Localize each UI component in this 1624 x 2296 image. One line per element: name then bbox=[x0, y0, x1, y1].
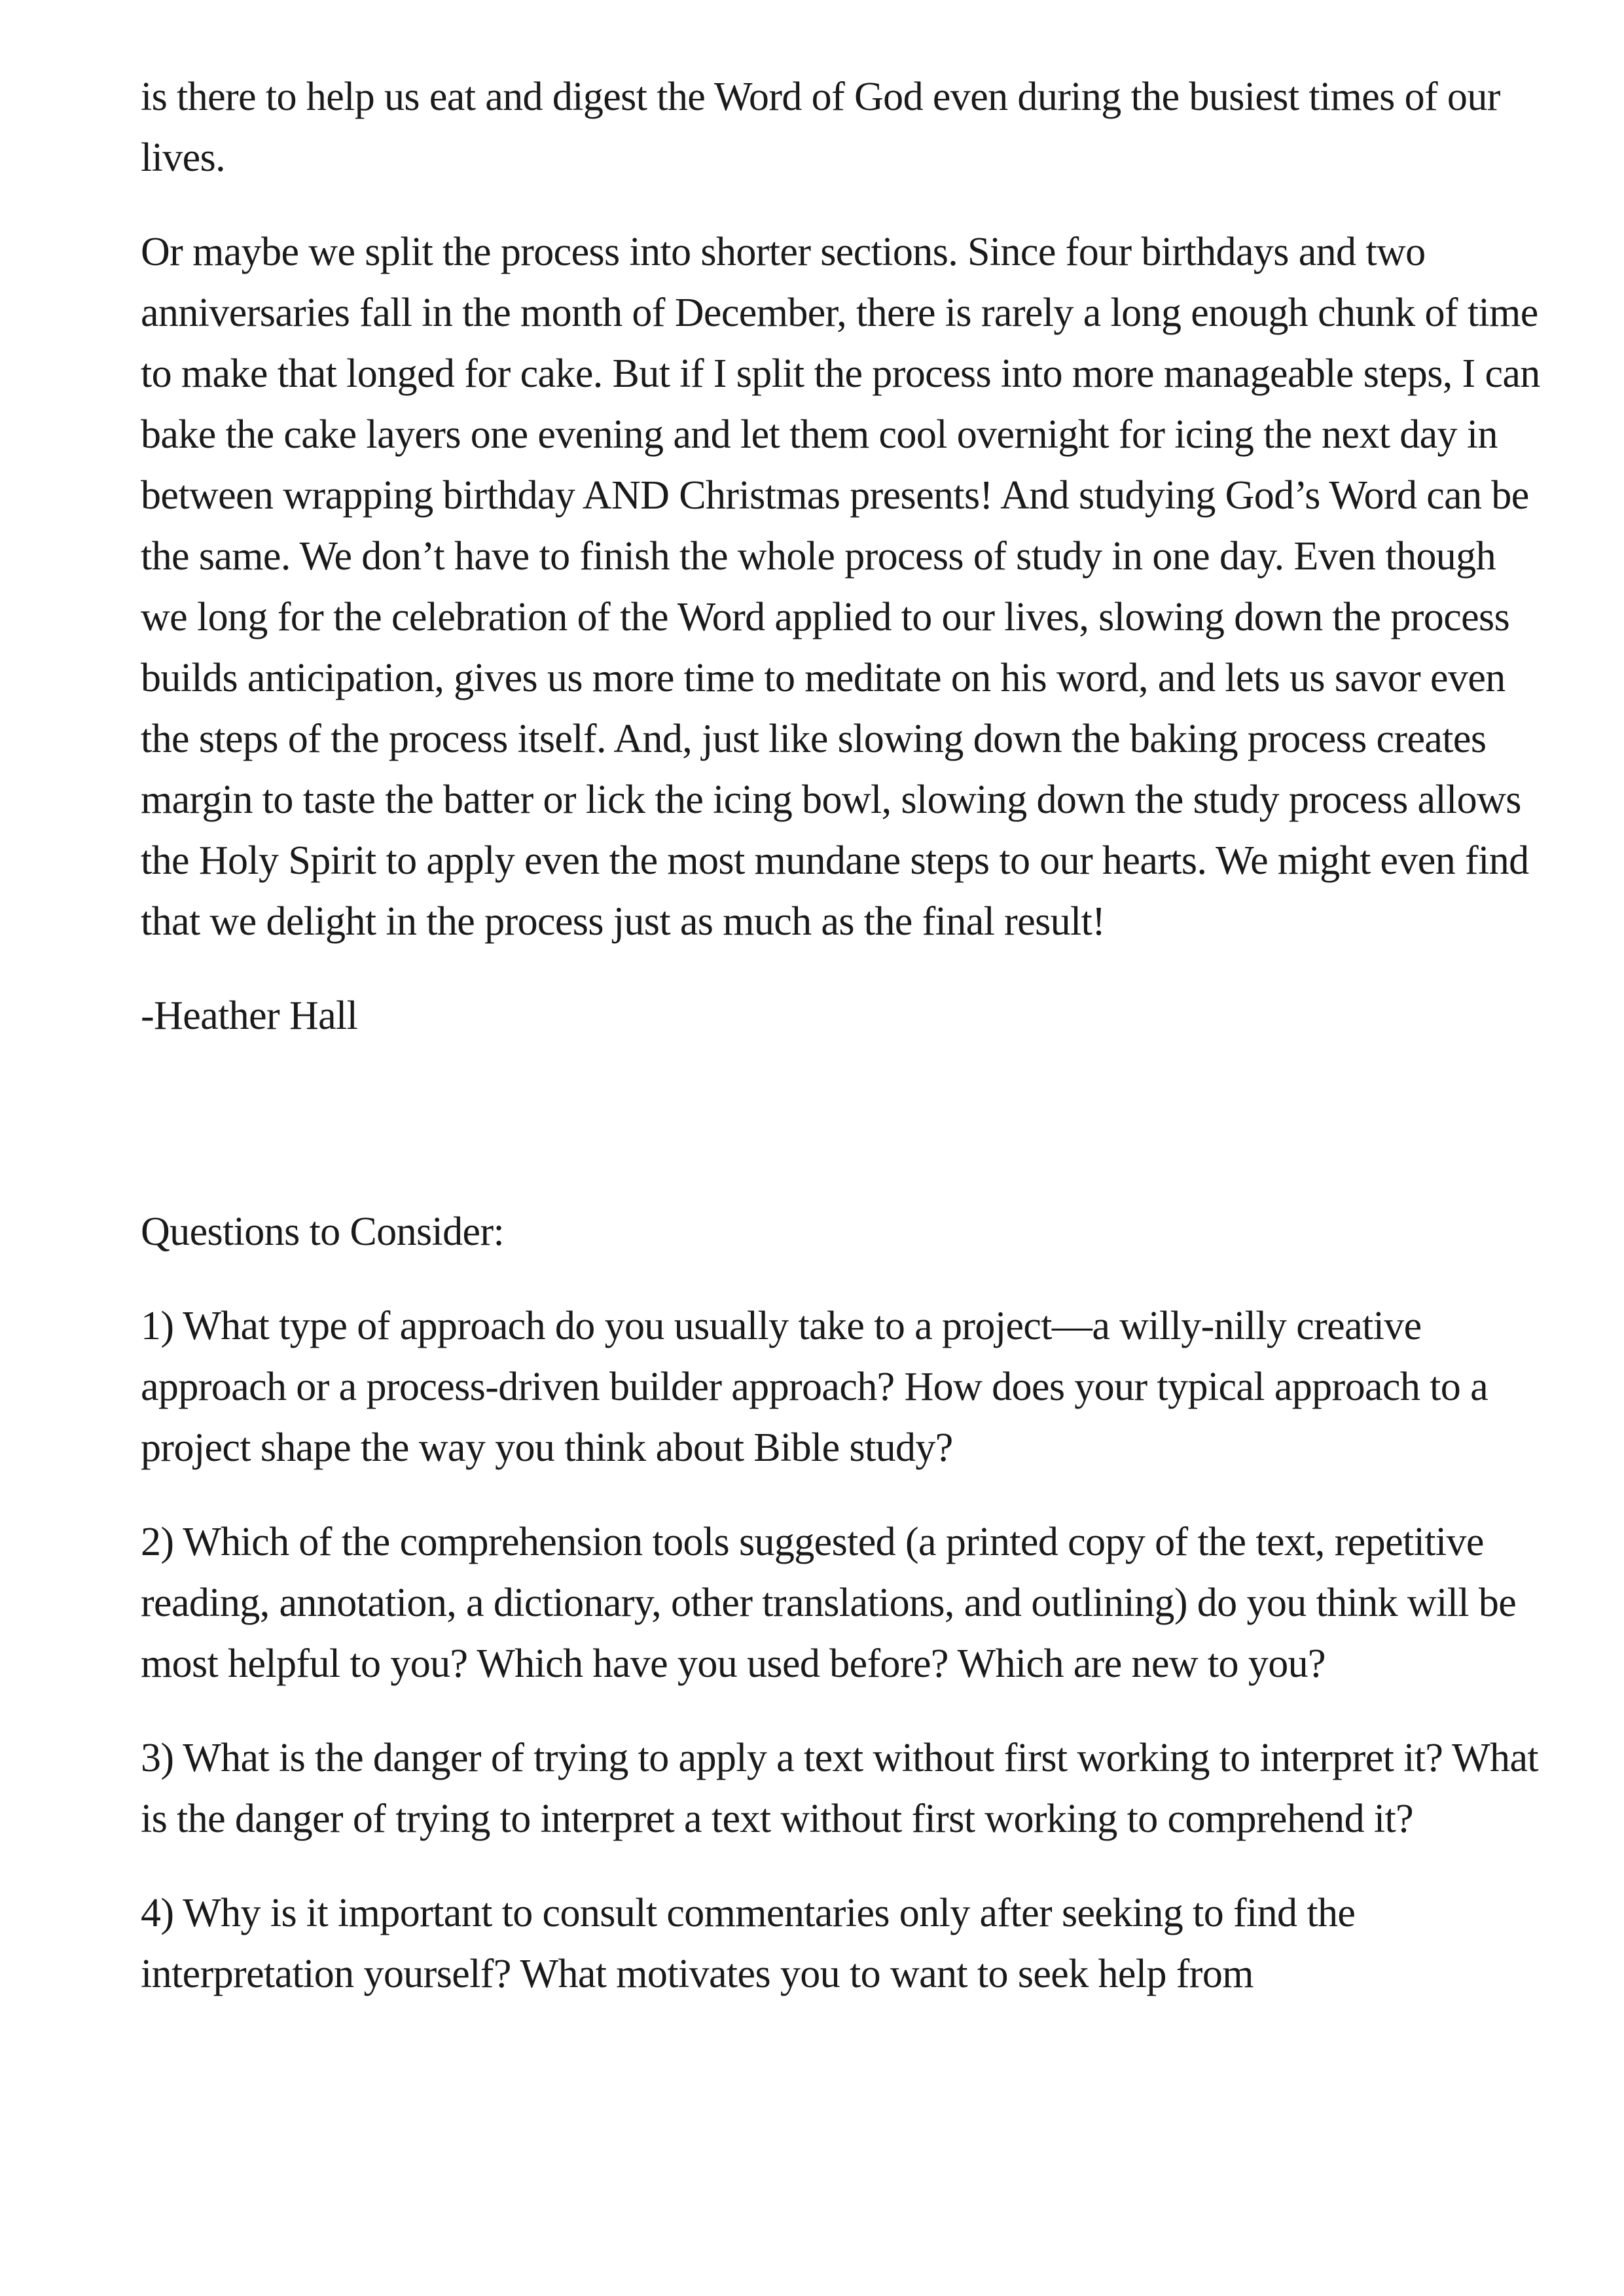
question-item: 4) Why is it important to consult commentaries only after seeking to find the interpretation yourself? What motivates you to want to seek help from bbox=[141, 1891, 1356, 1996]
question-item: 2) Which of the comprehension tools suggested (a printed copy of the text, repetitive reading, annotation, a dictionary, other translations, and outlining) do you think will be most helpful to you? Which have you used before? Which are new to you? bbox=[141, 1520, 1517, 1686]
author-signature: -Heather Hall bbox=[141, 994, 358, 1038]
paragraph-continued: is there to help us eat and digest the Word of God even during the busiest times of our lives. bbox=[141, 75, 1500, 180]
question-item: 3) What is the danger of trying to apply a text without first working to interpret it? What is the danger of trying to interpret a text without first working to comprehend it? bbox=[141, 1736, 1538, 1841]
questions-heading: Questions to Consider: bbox=[141, 1210, 505, 1254]
question-item: 1) What type of approach do you usually take to a project—a willy-nilly creative approach or a process-driven builder approach? How does your typical approach to a project shape the way you think about Bible study? bbox=[141, 1304, 1488, 1470]
document-body bbox=[141, 67, 1548, 2038]
paragraph-process: Or maybe we split the process into shorter sections. Since four birthdays and two anniversaries fall in the month of December, there is rarely a long enough chunk of time to make that longed for cake. But if I split the process into more manageable steps, I can bake the cake layers one evening and let them cool overnight for icing the next day in between wrapping birthday AND Christmas presents! And studying God’s Word can be the same. We don’t have to finish the whole process of study in one day. Even though we long for the celebration of the Word applied to our lives, slowing down the process builds anticipation, gives us more time to meditate on his word, and lets us savor even the steps of the process itself. And, just like slowing down the baking process creates margin to taste the batter or lick the icing bowl, slowing down the study process allows the Holy Spirit to apply even the most mundane steps to our hearts. We might even find that we delight in the process just as much as the final result! bbox=[141, 230, 1540, 944]
section-spacer bbox=[141, 1080, 1548, 1202]
